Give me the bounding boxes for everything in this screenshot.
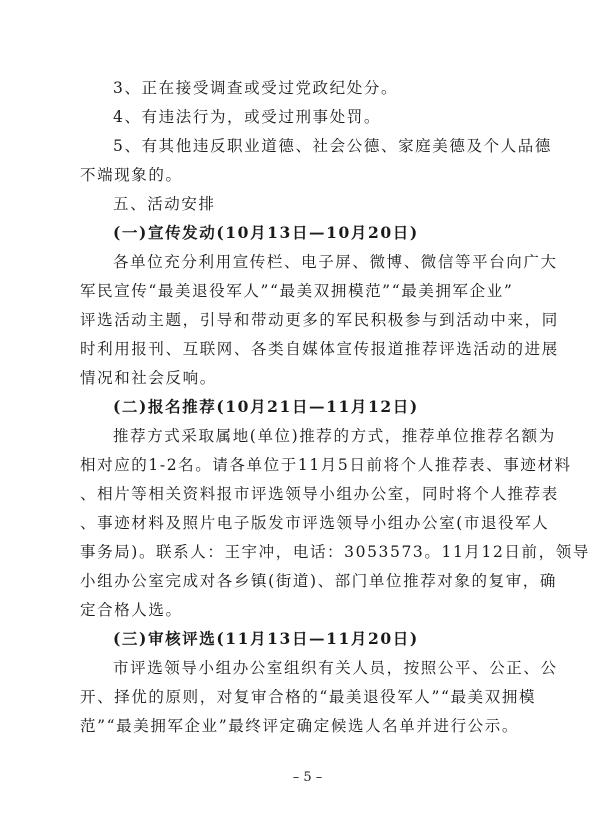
paragraph-line: 市评选领导小组办公室组织有关人员，按照公平、公正、公 <box>113 659 558 677</box>
paragraph-line: 各单位充分利用宣传栏、电子屏、微博、微信等平台向广大 <box>113 253 558 271</box>
page-number: – 5 – <box>292 770 323 785</box>
paragraph-line: 评选活动主题，引导和带动更多的军民积极参与到活动中来，同 <box>80 311 559 329</box>
paragraph-line: 范”“最美拥军企业”最终评定确定候选人名单并进行公示。 <box>80 717 519 735</box>
paragraph-line: 、事迹材料及照片电子版发市评选领导小组办公室(市退役军人 <box>80 514 550 532</box>
criteria-item-3: 3、正在接受调查或受过党政纪处分。 <box>113 79 399 97</box>
criteria-item-5: 5、有其他违反职业道德、社会公德、家庭美德及个人品德 <box>113 137 552 155</box>
paragraph-line: 定合格人选。 <box>80 601 183 619</box>
criteria-item-5-cont: 不端现象的。 <box>80 166 183 184</box>
subsection-heading-review: (三)审核评选(11月13日—11月20日) <box>113 629 419 648</box>
paragraph-line: 开、择优的原则，对复审合格的“最美退役军人”“最美双拥模 <box>80 688 537 706</box>
subsection-heading-publicity: (一)宣传发动(10月13日—10月20日) <box>113 223 419 242</box>
criteria-item-4: 4、有违法行为，或受过刑事处罚。 <box>113 108 381 126</box>
paragraph-line: 小组办公室完成对各乡镇(街道)、部门单位推荐对象的复审，确 <box>80 572 557 590</box>
paragraph-line: 情况和社会反响。 <box>80 369 217 387</box>
paragraph-line: 时利用报刊、互联网、各类自媒体宣传报道推荐评选活动的进展 <box>80 340 559 358</box>
paragraph-line: 事务局)。联系人：王宇冲，电话：3053573。11月12日前，领导 <box>80 543 590 561</box>
subsection-heading-registration: (二)报名推荐(10月21日—11月12日) <box>113 397 419 416</box>
section-heading-activities: 五、活动安排 <box>113 195 216 213</box>
paragraph-line: 相对应的1-2名。请各单位于11月5日前将个人推荐表、事迹材料 <box>80 456 572 474</box>
paragraph-line: 军民宣传“最美退役军人”“最美双拥模范”“最美拥军企业” <box>80 282 514 300</box>
paragraph-line: 、相片等相关资料报市评选领导小组办公室，同时将个人推荐表 <box>80 485 559 503</box>
paragraph-line: 推荐方式采取属地(单位)推荐的方式，推荐单位推荐名额为 <box>113 427 556 445</box>
